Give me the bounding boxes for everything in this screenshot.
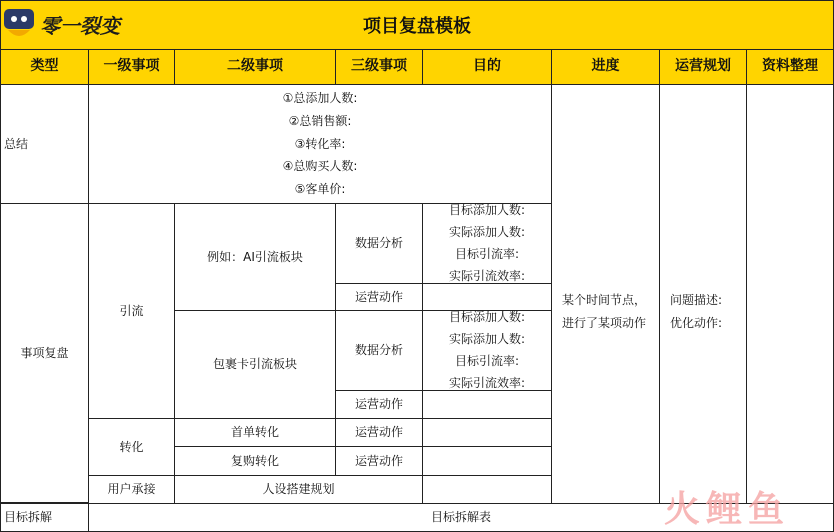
data-analysis-cell: 数据分析 [335,310,423,391]
ops-action-cell: 运营动作 [335,283,423,311]
header-goal: 目的 [422,49,552,85]
progress-cell [551,84,660,504]
traffic-block-name: 包裹卡引流板块 [174,310,336,419]
metric-line: 实际添加人数: [448,225,526,240]
target-value: 目标拆解表 [88,503,834,532]
ops-note-line: 优化动作: [670,316,723,330]
conversion-row-name: 复购转化 [174,446,336,476]
robot-logo-icon [2,6,36,42]
watermark-logo: 火鲤鱼 [664,488,791,530]
progress-note-line: 某个时间节点， [562,293,647,308]
traffic-block-name: 例如：AI引流板块 [174,203,336,311]
ops-action-goal-cell [422,283,552,311]
header-type: 类型 [0,49,89,85]
summary-label: 总结 [0,84,89,204]
traffic-label: 引流 [88,203,175,419]
header-materials: 资料整理 [746,49,834,85]
materials-cell [746,84,834,504]
page-title: 项目复盘模板 [363,16,471,37]
data-analysis-cell: 数据分析 [335,203,423,284]
summary-items [88,84,552,204]
brand-logo [2,4,172,44]
ops-action-cell: 运营动作 [335,418,423,447]
user-goal-cell [422,475,552,504]
conversion-goal-cell [422,418,552,447]
header-progress: 进度 [551,49,660,85]
metric-line: 实际引流效率: [448,375,526,390]
summary-item: ②总销售额: [288,113,352,128]
metrics-cell [422,203,552,284]
review-label: 事项复盘 [0,203,89,503]
metric-line: 实际引流效率: [448,268,526,283]
conversion-label: 转化 [88,418,175,476]
metric-line: 目标引流率: [454,247,520,261]
ops-action-goal-cell [422,390,552,419]
metric-line: 实际添加人数: [448,332,526,347]
header-ops-plan: 运营规划 [659,49,747,85]
logo-text: 零一裂变 [40,13,120,38]
metric-line: 目标添加人数: [448,203,526,218]
ops-action-cell: 运营动作 [335,446,423,476]
summary-item: ③转化率: [294,136,346,151]
ops-action-cell: 运营动作 [335,390,423,419]
metrics-cell [422,310,552,391]
conversion-row-name: 首单转化 [174,418,336,447]
user-plan: 人设搭建规划 [174,475,423,504]
summary-item: ⑤客单价: [294,182,346,197]
user-label: 用户承接 [88,475,175,504]
header-level2: 二级事项 [174,49,336,85]
ops-plan-cell [659,84,747,504]
conversion-goal-cell [422,446,552,476]
metric-line: 目标添加人数: [448,310,526,325]
header-level3: 三级事项 [335,49,423,85]
metric-line: 目标引流率: [454,354,520,368]
progress-note-line: 进行了某项动作 [562,316,647,330]
ops-note-line: 问题描述: [670,293,723,308]
summary-item: ④总购买人数: [282,159,358,174]
summary-item: ①总添加人数: [282,91,358,105]
header-level1: 一级事项 [88,49,175,85]
target-label: 目标拆解 [0,503,89,532]
